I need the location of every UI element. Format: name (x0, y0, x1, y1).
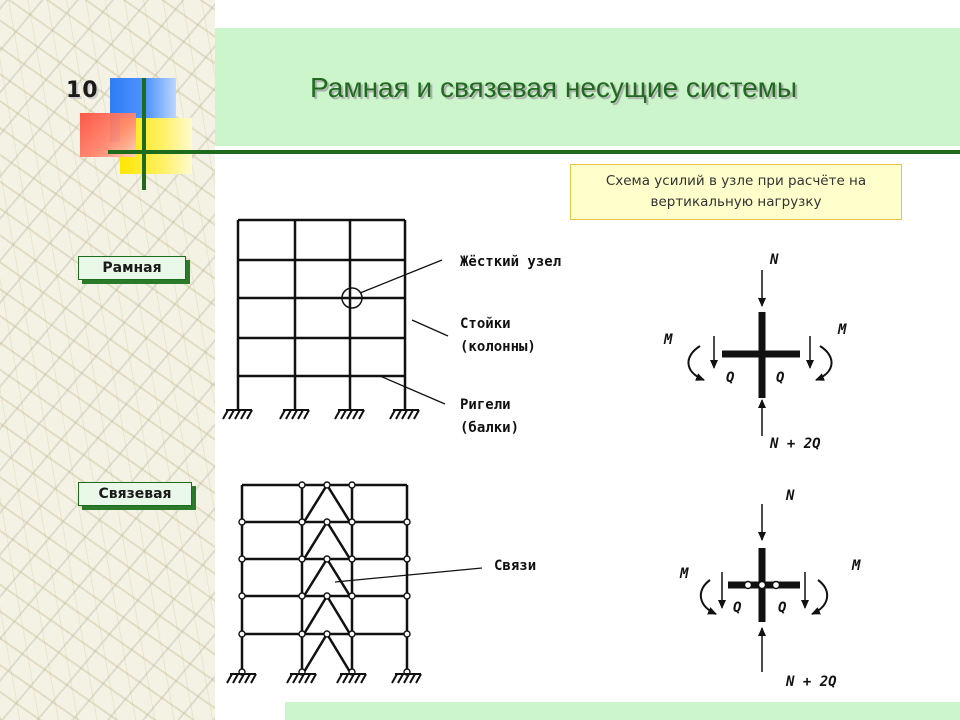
page-title: Рамная и связевая несущие системы (310, 72, 798, 103)
moment-right-arrow (816, 346, 832, 380)
hinged-shear-right-label: Q (778, 600, 787, 616)
rigid-moment-right-label: M (838, 322, 847, 338)
hinged-moment-right-label: M (852, 558, 861, 574)
rigid-frame-supports (223, 410, 419, 419)
hinged-axial-bottom-label: N + 2Q (786, 674, 837, 690)
beams-label-line2: (балки) (460, 420, 520, 436)
braced-frame-drawing (242, 485, 407, 672)
slide-number: 10 (66, 78, 99, 103)
hinged-moment-left-arrow (701, 580, 716, 614)
columns-label-line1: Стойки (460, 316, 511, 332)
braced-hinges (239, 482, 410, 675)
rigid-frame-drawing (238, 220, 405, 410)
braced-system-tag[interactable]: Связевая (78, 482, 192, 506)
moment-left-arrow (688, 346, 704, 380)
callout-line-2: вертикальную нагрузку (650, 194, 822, 210)
rigid-joint-label: Жёсткий узел (460, 254, 562, 270)
rigid-shear-left-label: Q (726, 370, 735, 386)
rigid-joint-force-scheme (688, 270, 831, 436)
callout-line-1: Схема усилий в узле при расчёте на (605, 173, 867, 189)
bracing-leader-line (335, 568, 482, 582)
frame-system-tag[interactable]: Рамная (78, 256, 186, 280)
hinged-axial-top-label: N (786, 488, 795, 504)
rigid-axial-bottom-label: N + 2Q (770, 436, 821, 452)
rigid-moment-left-label: M (664, 332, 673, 348)
bracing-label: Связи (494, 558, 537, 574)
columns-label-line2: (колонны) (460, 339, 536, 355)
hinged-joint-force-scheme (701, 504, 827, 672)
beams-label-line1: Ригели (460, 397, 511, 413)
hinged-moment-left-label: M (680, 566, 689, 582)
braced-frame-supports (227, 674, 421, 683)
bracing-diagonals (304, 485, 350, 672)
hinged-shear-left-label: Q (733, 600, 742, 616)
rigid-shear-right-label: Q (776, 370, 785, 386)
rigid-axial-top-label: N (770, 252, 779, 268)
hinged-moment-right-arrow (812, 580, 827, 614)
